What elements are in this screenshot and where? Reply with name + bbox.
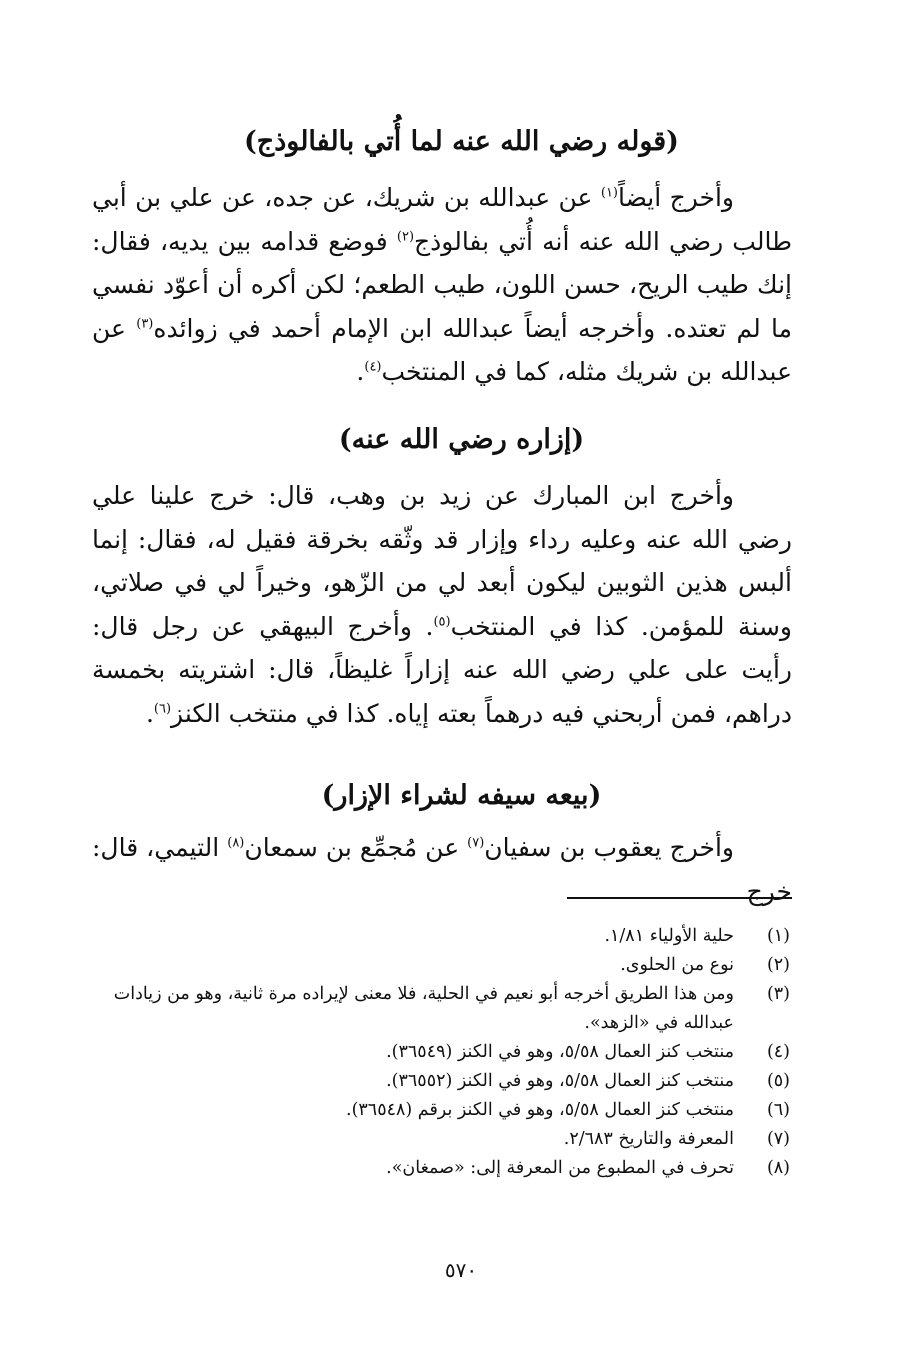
section-heading-sword-sale: (بيعه سيفه لشراء الإزار) xyxy=(321,780,602,811)
paragraph-text: عن مُجمِّع بن سمعان xyxy=(244,833,468,862)
footnote-reference: (٨) xyxy=(227,835,245,851)
footnote-item xyxy=(90,1125,790,1154)
section-heading-izar: (إزاره رضي الله عنه) xyxy=(338,424,585,455)
footnote-text: حلية الأولياء ١/٨١. xyxy=(604,926,734,946)
footnote-number: (٤) xyxy=(766,1042,790,1062)
paragraph-text: وأخرج ابن المبارك عن زيد بن وهب، قال: خرج علينا علي رضي الله عنه وعليه رداء وإزار قد وثّقه بخرقة فقيل له، فقال: إنما ألبس هذين الثوبين ليكون أبعد لي من الزّهو، وخيراً لي في صلاتي، وسنة للمؤمن. كذا في المنتخب xyxy=(92,481,793,641)
footnote-number: (٢) xyxy=(766,955,790,975)
paragraph-text: عن عبدالله بن شريك، عن جده، عن علي بن أبي طالب رضي الله عنه أنه أُتي بفالوذج xyxy=(92,183,792,256)
footnote-number: (٥) xyxy=(766,1071,790,1091)
paragraph-text: وأخرج يعقوب بن سفيان xyxy=(484,833,735,862)
paragraph-text: التيمي، قال: خرج xyxy=(92,833,792,906)
footnote-text: نوع من الحلوى. xyxy=(620,955,734,975)
paragraph-text: . وأخرج البيهقي عن رجل قال: رأيت على علي رضي الله عنه إزاراً غليظاً، قال: اشتريته بخمسة دراهم، فمن أربحني فيه درهماً بعته إياه. كذا في منتخب الكنز xyxy=(92,611,792,728)
paragraph-text: . xyxy=(145,698,154,728)
section-heading-fallodhaj: (قوله رضي الله عنه لما أُتي بالفالوذج) xyxy=(244,126,679,157)
footnote-number: (٨) xyxy=(766,1158,790,1178)
footnote-reference: (٧) xyxy=(467,835,485,851)
footnote-reference: (٦) xyxy=(153,701,172,717)
footnote-number: (٧) xyxy=(766,1129,790,1149)
paragraph-izar xyxy=(92,474,792,735)
footnote-text: ومن هذا الطريق أخرجه أبو نعيم في الحلية، فلا معنى لإيراده مرة ثانية، وهو من زيادات عبدالله في «الزهد». xyxy=(113,984,734,1033)
footnote-text: منتخب كنز العمال ٥/٥٨، وهو في الكنز (٣٦٥٥٢). xyxy=(386,1071,734,1091)
paragraph-text: عن عبدالله بن شريك مثله، كما في المنتخب xyxy=(92,313,792,386)
footnote-reference: (١) xyxy=(600,185,618,201)
footnotes-list xyxy=(90,922,790,1183)
footnote-number: (١) xyxy=(766,926,790,946)
footnote-item xyxy=(90,980,790,1038)
paragraph-fallodhaj xyxy=(92,176,792,394)
footnote-item xyxy=(90,1154,790,1183)
page-number: ٥٧٠ xyxy=(444,1258,478,1282)
footnote-number: (٦) xyxy=(766,1100,790,1120)
paragraph-text: . xyxy=(356,357,365,386)
footnote-item xyxy=(90,922,790,951)
footnote-reference: (٤) xyxy=(364,359,382,375)
footnote-reference: (٣) xyxy=(136,316,154,332)
footnote-text: تحرف في المطبوع من المعرفة إلى: «صمغان». xyxy=(386,1158,734,1178)
footnote-item xyxy=(90,1096,790,1125)
footnote-divider xyxy=(567,897,792,899)
footnote-reference: (٥) xyxy=(433,614,451,630)
paragraph-text: فوضع قدامه بين يديه، فقال: إنك طيب الريح، حسن اللون، طيب الطعم؛ لكن أكره أن أعوّد نفسي ما لم تعتده. وأخرجه أيضاً عبدالله ابن الإمام أحمد في زوائده xyxy=(92,226,792,343)
footnote-item xyxy=(90,951,790,980)
footnote-number: (٣) xyxy=(766,984,790,1004)
footnote-text: منتخب كنز العمال ٥/٥٨، وهو في الكنز برقم (٣٦٥٤٨). xyxy=(346,1100,734,1120)
paragraph-text: وأخرج أيضاً xyxy=(618,183,734,212)
footnote-reference: (٢) xyxy=(396,229,415,245)
footnote-item xyxy=(90,1067,790,1096)
paragraph-sword-sale xyxy=(92,826,792,913)
footnote-text: المعرفة والتاريخ ٢/٦٨٣. xyxy=(563,1129,734,1149)
footnote-text: منتخب كنز العمال ٥/٥٨، وهو في الكنز (٣٦٥٤٩). xyxy=(386,1042,734,1062)
footnote-item xyxy=(90,1038,790,1067)
